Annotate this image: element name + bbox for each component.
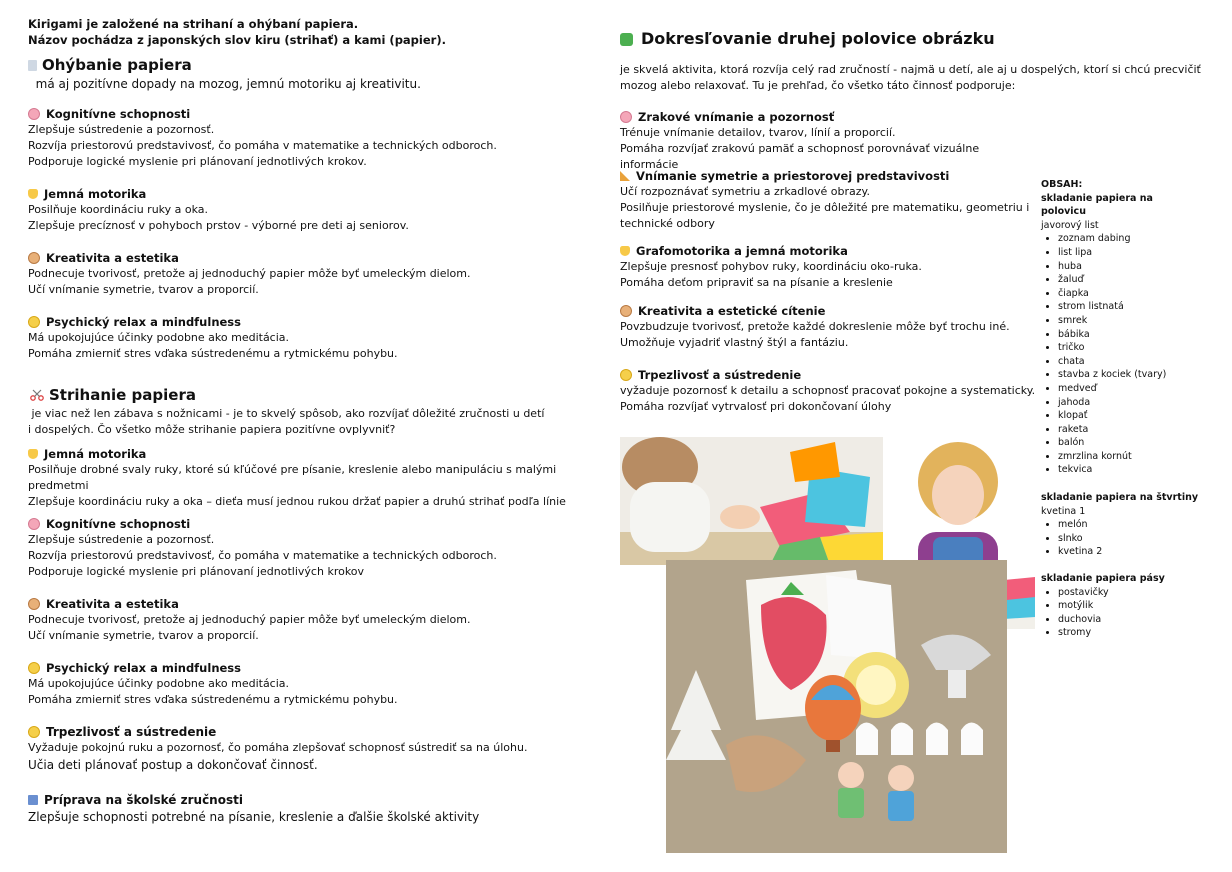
section-line: Podnecuje tvorivosť, pretože aj jednoduchý papier môže byť umeleckým dielom.: [28, 613, 471, 626]
bending-section-4: [28, 314, 588, 362]
cutting-heading: [30, 385, 196, 405]
bending-title: Ohýbanie papiera: [42, 56, 192, 74]
cutting-title: Strihanie papiera: [49, 386, 196, 404]
child-cutting-illustration: [620, 437, 883, 565]
list-item: • melón: [1058, 518, 1221, 532]
intro-line-1: Kirigami je založené na strihaní a ohýbaní papiera.: [28, 17, 359, 31]
section-line: Zlepšuje schopnosti potrebné na písanie, kreslenie a ďalšie školské aktivity: [28, 810, 480, 824]
section-line: Zlepšuje sústredenie a pozornosť.: [28, 533, 215, 546]
cutting-lead-2: i dospelých. Čo všetko môže strihanie papiera pozitívne ovplyvniť?: [28, 423, 396, 436]
section-line: Zlepšuje sústredenie a pozornosť.: [28, 123, 215, 136]
section-title: Grafomotorika a jemná motorika: [636, 244, 848, 258]
crafts-illustration: [666, 560, 1007, 853]
drawing-section-1: [620, 109, 1040, 173]
section-line: Umožňuje vyjadriť vlastný štýl a fantáziu.: [620, 336, 849, 349]
drawing-section-2: [620, 168, 1040, 232]
drawing-lead-1: je skvelá aktivita, ktorá rozvíja celý rad zručností - najmä u detí, ale aj u dospelých, ktorí si chcú precvičiť: [620, 63, 1201, 76]
section-line: Posilňuje drobné svaly ruky, ktoré sú kľúčové pre písanie, kreslenie alebo manipuláciu s malými: [28, 463, 557, 476]
section-title: Zrakové vnímanie a pozornosť: [638, 110, 835, 124]
toc-list-1: [1041, 232, 1221, 477]
list-item: • jahoda: [1058, 396, 1221, 410]
list-item: • huba: [1058, 260, 1221, 274]
hands-icon: [620, 246, 630, 256]
cutting-section-1: [28, 446, 588, 510]
list-item: • medveď: [1058, 382, 1221, 396]
cutting-section-6: [28, 792, 588, 826]
triangular-ruler-icon: [620, 171, 630, 181]
section-title: Kognitívne schopnosti: [46, 107, 191, 121]
bending-lead: má aj pozitívne dopady na mozog, jemnú motoriku aj kreativitu.: [28, 77, 421, 91]
list-item: • kvetina 2: [1058, 545, 1221, 559]
section-line: Pomáha rozvíjať vytrvalosť pri dokončovaní úlohy: [620, 400, 892, 413]
toc-group-title: polovicu: [1041, 206, 1086, 218]
section-title: Psychický relax a mindfulness: [46, 661, 241, 675]
section-line: Trénuje vnímanie detailov, tvarov, línií a proporcií.: [620, 126, 896, 139]
section-line: Podporuje logické myslenie pri plánovaní jednotlivých krokov: [28, 565, 365, 578]
list-item: • smrek: [1058, 314, 1221, 328]
section-line: Podporuje logické myslenie pri plánovaní jednotlivých krokov.: [28, 155, 367, 168]
section-title: Trpezlivosť a sústredenie: [638, 368, 802, 382]
section-line: predmetmi: [28, 479, 89, 492]
toc-subheading: javorový list: [1041, 219, 1099, 231]
section-line: Pomáha zmierniť stres vďaka sústredenému a rytmickému pohybu.: [28, 693, 398, 706]
section-line: Posilňuje koordináciu ruky a oka.: [28, 203, 209, 216]
toc-group-title: skladanie papiera pásy: [1041, 573, 1165, 585]
drawing-section-4: [620, 303, 1040, 351]
relieved-face-icon: [28, 316, 40, 328]
list-item: • strom listnatá: [1058, 300, 1221, 314]
section-title: Kreativita a estetika: [46, 251, 179, 265]
photo-paper-crafts-collection: [666, 560, 1007, 853]
section-line: Rozvíja priestorovú predstavivosť, čo pomáha v matematike a technických odboroch.: [28, 549, 497, 562]
section-line: Vyžaduje pokojnú ruku a pozornosť, čo pomáha zlepšovať schopnosť sústrediť sa na úlohu.: [28, 741, 528, 754]
section-line: Učia deti plánovať postup a dokončovať činnosť.: [28, 758, 318, 772]
section-line: Pomáha rozvíjať zrakovú pamäť a schopnosť porovnávať vizuálne informácie: [620, 142, 980, 171]
list-item: • tekvica: [1058, 463, 1221, 477]
table-of-contents: [1041, 178, 1221, 640]
section-line: Má upokojujúce účinky podobne ako meditácia.: [28, 331, 290, 344]
section-line: Podnecuje tvorivosť, pretože aj jednoduchý papier môže byť umeleckým dielom.: [28, 267, 471, 280]
section-title: Psychický relax a mindfulness: [46, 315, 241, 329]
brain-icon: [620, 111, 632, 123]
toc-group-title: skladanie papiera na štvrtiny: [1041, 492, 1199, 504]
section-title: Vnímanie symetrie a priestorovej predstavivosti: [636, 169, 950, 183]
list-item: • postavičky: [1058, 586, 1221, 600]
brain-icon: [28, 108, 40, 120]
cutting-section-3: [28, 596, 588, 644]
list-item: • stromy: [1058, 626, 1221, 640]
photo-child-cutting-paper: [620, 437, 883, 565]
section-line: Rozvíja priestorovú predstavivosť, čo pomáha v matematike a technických odboroch.: [28, 139, 497, 152]
bending-heading: [28, 55, 192, 75]
drawing-section-3: [620, 243, 1040, 291]
list-item: • zoznam dabing: [1058, 232, 1221, 246]
bending-section-3: [28, 250, 588, 298]
list-item: • list lipa: [1058, 246, 1221, 260]
drawing-heading: [620, 28, 995, 50]
document-icon: [28, 60, 37, 71]
section-line: Posilňuje priestorové myslenie, čo je dôležité pre matematiku, geometriu i: [620, 201, 1030, 214]
section-line: Má upokojujúce účinky podobne ako meditácia.: [28, 677, 290, 690]
list-item: • chata: [1058, 355, 1221, 369]
section-line: Učí vnímanie symetrie, tvarov a proporcií.: [28, 283, 259, 296]
section-line: Zlepšuje precíznosť v pohyboch prstov - výborné pre deti aj seniorov.: [28, 219, 409, 232]
section-line: vyžaduje pozornosť k detailu a schopnosť pracovať pokojne a systematicky.: [620, 384, 1036, 397]
section-line: Pomáha deťom pripraviť sa na písanie a kreslenie: [620, 276, 893, 289]
brain-icon: [28, 518, 40, 530]
palette-icon: [620, 305, 632, 317]
list-item: • balón: [1058, 436, 1221, 450]
hands-icon: [28, 189, 38, 199]
toc-list-2: [1041, 518, 1221, 559]
palette-icon: [28, 252, 40, 264]
cutting-section-2: [28, 516, 588, 580]
toc-group-title: skladanie papiera na: [1041, 192, 1153, 204]
section-line: Zlepšuje koordináciu ruky a oka – dieťa musí jednou rukou držať papier a druhú strihať podľa línie: [28, 495, 566, 508]
section-title: Kognitívne schopnosti: [46, 517, 191, 531]
list-item: • tričko: [1058, 341, 1221, 355]
cutting-lead-1: je viac než len zábava s nožnicami - je to skvelý spôsob, ako rozvíjať dôležité zručnosti u detí: [28, 407, 545, 420]
section-line: Učí vnímanie symetrie, tvarov a proporcií.: [28, 629, 259, 642]
intro-line-2: Názov pochádza z japonských slov kiru (strihať) a kami (papier).: [28, 33, 446, 47]
cutting-section-5: [28, 724, 588, 774]
section-title: Kreativita a estetika: [46, 597, 179, 611]
list-item: • raketa: [1058, 423, 1221, 437]
section-title: Jemná motorika: [44, 447, 147, 461]
toc-subheading: kvetina 1: [1041, 505, 1086, 517]
list-item: • bábika: [1058, 328, 1221, 342]
scissors-icon: [30, 389, 44, 401]
section-title: Kreativita a estetické cítenie: [638, 304, 826, 318]
palette-icon: [28, 598, 40, 610]
section-title: Jemná motorika: [44, 187, 147, 201]
toc-heading: OBSAH:: [1041, 179, 1083, 190]
relieved-face-icon: [28, 726, 40, 738]
list-item: • zmrzlina kornút: [1058, 450, 1221, 464]
list-item: • žaluď: [1058, 273, 1221, 287]
drawing-lead-2: mozog alebo relaxovať. Tu je prehľad, čo všetko táto činnosť podporuje:: [620, 79, 1016, 92]
list-item: • stavba z kociek (tvary): [1058, 368, 1221, 382]
drawing-section-5: [620, 367, 1040, 415]
books-icon: [28, 795, 38, 805]
drawing-title: Dokresľovanie druhej polovice obrázku: [641, 29, 995, 48]
relieved-face-icon: [28, 662, 40, 674]
section-line: Pomáha zmierniť stres vďaka sústredenému a rytmickému pohybu.: [28, 347, 398, 360]
toc-list-3: [1041, 586, 1221, 640]
puzzle-icon: [620, 33, 633, 46]
relieved-face-icon: [620, 369, 632, 381]
hands-icon: [28, 449, 38, 459]
cutting-section-4: [28, 660, 588, 708]
section-title: Príprava na školské zručnosti: [44, 793, 243, 807]
section-title: Trpezlivosť a sústredenie: [46, 725, 217, 739]
section-line: Povzbudzuje tvorivosť, pretože každé dokreslenie môže byť trochu iné.: [620, 320, 1010, 333]
section-line: Zlepšuje presnosť pohybov ruky, koordináciu oko-ruka.: [620, 260, 922, 273]
list-item: • duchovia: [1058, 613, 1221, 627]
list-item: • slnko: [1058, 532, 1221, 546]
list-item: • motýlik: [1058, 599, 1221, 613]
section-line: Učí rozpoznávať symetriu a zrkadlové obrazy.: [620, 185, 870, 198]
list-item: • klopať: [1058, 409, 1221, 423]
bending-section-1: [28, 106, 588, 170]
bending-section-2: [28, 186, 588, 234]
list-item: • čiapka: [1058, 287, 1221, 301]
section-line: technické odbory: [620, 217, 715, 230]
